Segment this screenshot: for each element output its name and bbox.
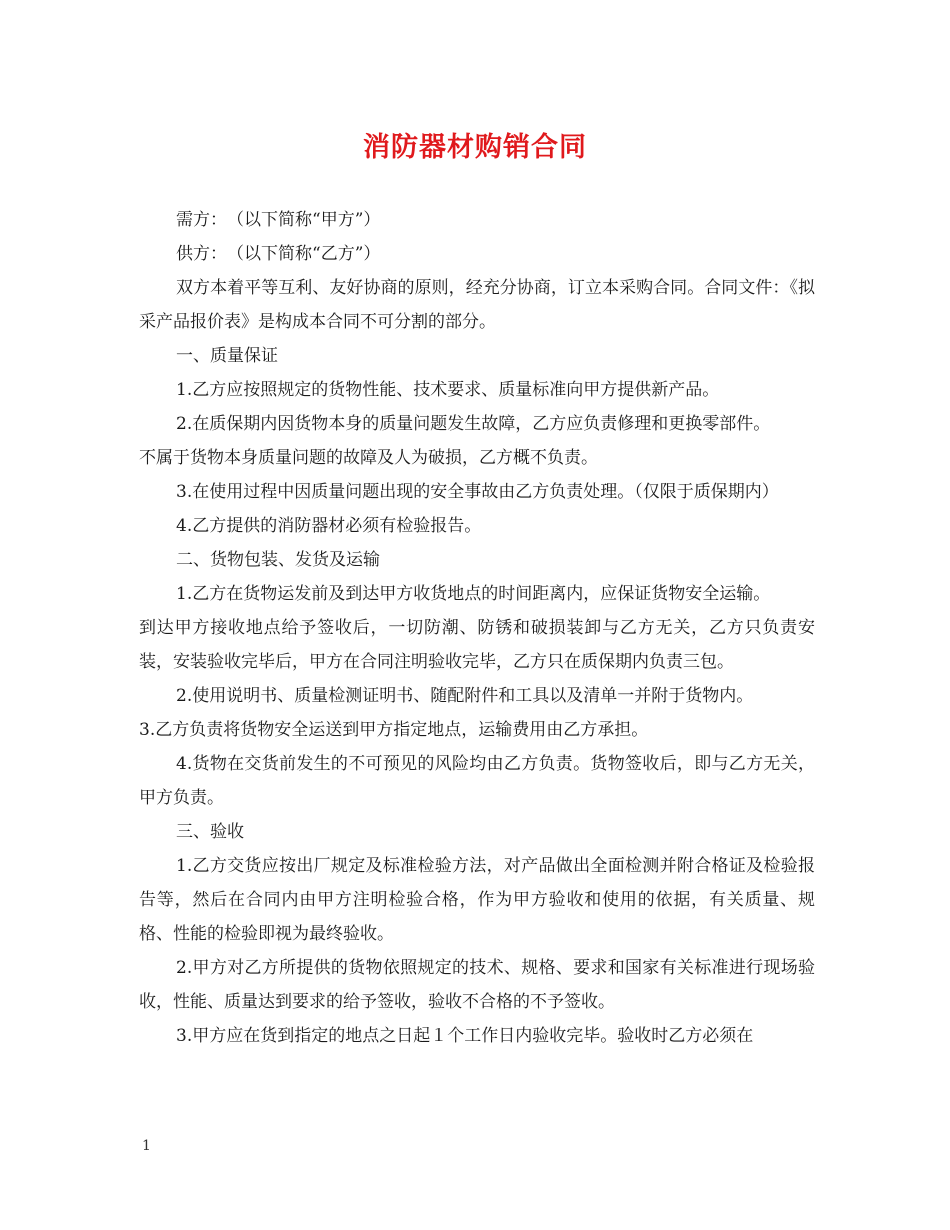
paragraph-shipping-4: 4.货物在交货前发生的不可预见的风险均由乙方负责。货物签收后，即与乙方无关，甲方负责。 — [139, 754, 815, 808]
paragraph-buyer: 需方： （以下简称“甲方”） — [176, 210, 381, 230]
paragraph-supplier: 供方： （以下简称“乙方”） — [176, 244, 381, 264]
paragraph-acceptance-1: 1.乙方交货应按出厂规定及标准检验方法，对产品做出全面检测并附合格证及检验报告等，然后在合同内由甲方注明检验合格，作为甲方验收和使用的依据，有关质量、规格、性能的检验即视为最终验收。 — [139, 856, 815, 944]
paragraph-intro: 双方本着平等互利、友好协商的原则，经充分协商，订立本采购合同。合同文件：《拟采产品报价表》是构成本合同不可分割的部分。 — [139, 278, 815, 332]
paragraph-shipping-3: 3.乙方负责将货物安全运送到甲方指定地点，运输费用由乙方承担。 — [139, 720, 649, 740]
paragraph-shipping-2: 2.使用说明书、质量检测证明书、随配附件和工具以及清单一并附于货物内。 — [176, 686, 754, 706]
section-heading-shipping: 二、货物包装、发货及运输 — [176, 550, 380, 570]
paragraph-quality-4: 4.乙方提供的消防器材必须有检验报告。 — [176, 516, 482, 536]
document-body — [139, 203, 815, 1053]
document-title: 消防器材购销合同 — [363, 132, 587, 163]
paragraph-shipping-1: 1.乙方在货物运发前及到达甲方收货地点的时间距离内，应保证货物安全运输。 — [176, 584, 771, 604]
paragraph-quality-1: 1.乙方应按照规定的货物性能、技术要求、质量标准向甲方提供新产品。 — [176, 380, 720, 400]
page-number: 1 — [142, 1138, 151, 1154]
section-heading-quality: 一、质量保证 — [176, 346, 278, 366]
section-heading-acceptance: 三、验收 — [176, 822, 244, 842]
paragraph-acceptance-2: 2.甲方对乙方所提供的货物依照规定的技术、规格、要求和国家有关标准进行现场验收，性能、质量达到要求的给予签收，验收不合格的不予签收。 — [139, 958, 815, 1012]
paragraph-shipping-1-cont: 到达甲方接收地点给予签收后，一切防潮、防锈和破损装卸与乙方无关，乙方只负责安装，安装验收完毕后，甲方在合同注明验收完毕，乙方只在质保期内负责三包。 — [139, 618, 815, 672]
paragraph-quality-2-cont: 不属于货物本身质量问题的故障及人为破损，乙方概不负责。 — [139, 448, 598, 468]
paragraph-quality-3: 3.在使用过程中因质量问题出现的安全事故由乙方负责处理。（仅限于质保期内） — [176, 482, 779, 502]
paragraph-quality-2: 2.在质保期内因货物本身的质量问题发生故障，乙方应负责修理和更换零部件。 — [176, 414, 771, 434]
paragraph-acceptance-3: 3.甲方应在货到指定的地点之日起１个工作日内验收完毕。验收时乙方必须在 — [176, 1026, 754, 1046]
